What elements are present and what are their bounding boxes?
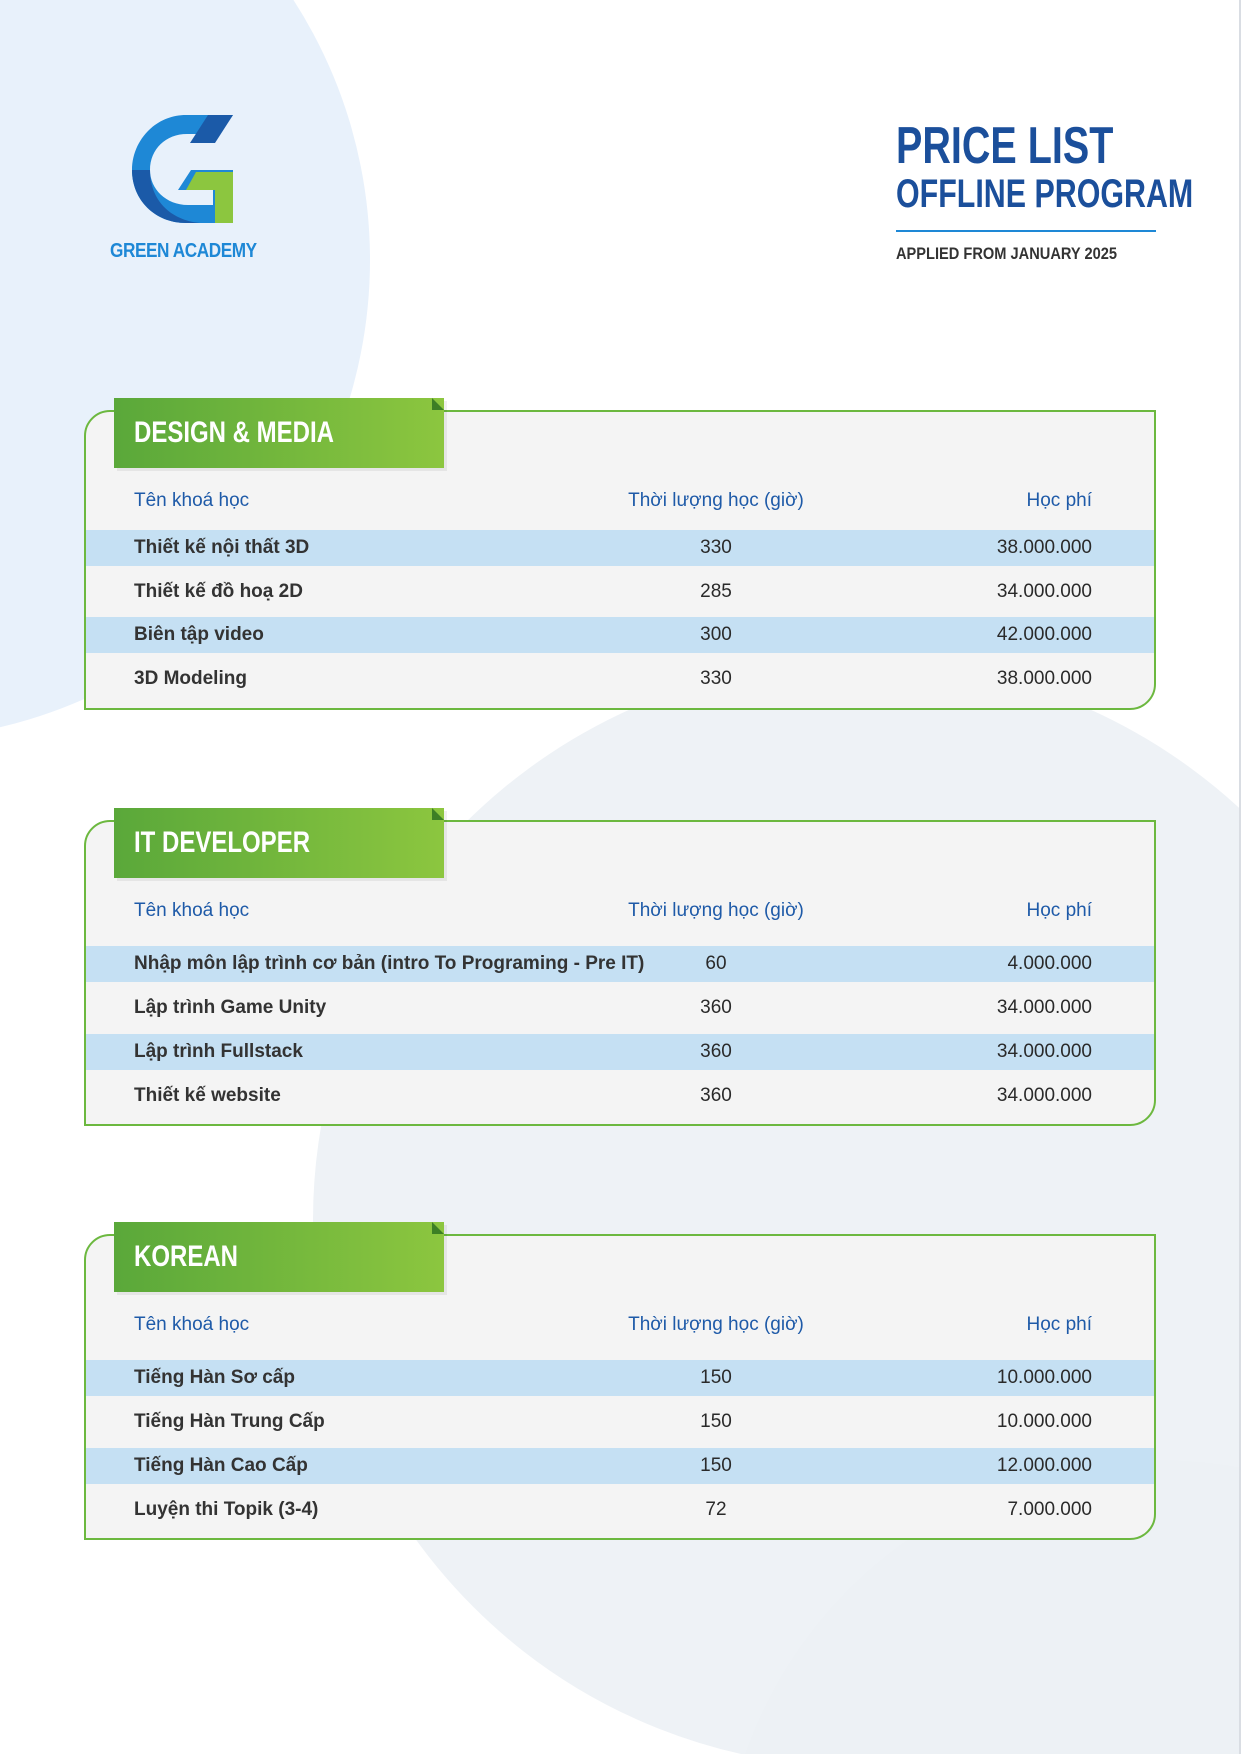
table-row <box>86 661 1154 697</box>
page-title: PRICE LIST <box>896 117 1114 175</box>
course-fee: 34.000.000 <box>996 997 1092 1018</box>
table-row <box>86 1404 1154 1440</box>
course-hours: 150 <box>700 1411 732 1432</box>
course-fee: 12.000.000 <box>996 1455 1092 1476</box>
course-name: Luyện thi Topik (3-4) <box>134 1499 319 1520</box>
table-row <box>86 990 1154 1026</box>
course-hours: 150 <box>700 1455 732 1476</box>
section-korean <box>84 1234 1156 1540</box>
table-header <box>86 900 1154 930</box>
section-design-media <box>84 410 1156 710</box>
col-name-header: Tên khoá học <box>134 1314 250 1335</box>
page-subtitle: OFFLINE PROGRAM <box>896 172 1194 216</box>
section-tab <box>114 808 444 878</box>
course-name: Tiếng Hàn Cao Cấp <box>134 1455 308 1476</box>
course-fee: 7.000.000 <box>1007 1499 1092 1520</box>
course-hours: 300 <box>700 624 732 645</box>
section-title: IT DEVELOPER <box>134 826 311 859</box>
title-divider <box>896 230 1156 232</box>
table-row <box>86 617 1154 653</box>
course-hours: 72 <box>705 1499 727 1520</box>
section-it-developer <box>84 820 1156 1126</box>
course-name: Thiết kế nội thất 3D <box>134 537 310 558</box>
course-hours: 330 <box>700 537 732 558</box>
logo-mark-icon <box>130 110 250 230</box>
col-fee-header: Học phí <box>1026 900 1092 921</box>
section-title: KOREAN <box>134 1240 239 1273</box>
course-hours: 150 <box>700 1367 732 1388</box>
section-tab <box>114 398 444 468</box>
table-row <box>86 1492 1154 1528</box>
col-fee-header: Học phí <box>1026 490 1092 511</box>
section-title: DESIGN & MEDIA <box>134 416 335 449</box>
course-fee: 10.000.000 <box>996 1411 1092 1432</box>
logo <box>110 110 270 270</box>
table-header <box>86 490 1154 520</box>
course-fee: 38.000.000 <box>996 537 1092 558</box>
table-row <box>86 1360 1154 1396</box>
table-header <box>86 1314 1154 1344</box>
title-block <box>896 117 1194 264</box>
col-name-header: Tên khoá học <box>134 490 250 511</box>
col-hours-header: Thời lượng học (giờ) <box>628 1314 804 1335</box>
course-name: Lập trình Fullstack <box>134 1041 303 1062</box>
table-row <box>86 1078 1154 1114</box>
course-name: Biên tập video <box>134 624 264 645</box>
course-fee: 4.000.000 <box>1007 953 1092 974</box>
course-hours: 360 <box>700 1085 732 1106</box>
course-name: Lập trình Game Unity <box>134 997 327 1018</box>
col-hours-header: Thời lượng học (giờ) <box>628 900 804 921</box>
table-row <box>86 574 1154 610</box>
table-row <box>86 946 1154 982</box>
course-name: Thiết kế đồ hoạ 2D <box>134 581 303 602</box>
course-fee: 34.000.000 <box>996 1041 1092 1062</box>
table-row <box>86 530 1154 566</box>
col-name-header: Tên khoá học <box>134 900 250 921</box>
col-hours-header: Thời lượng học (giờ) <box>628 490 804 511</box>
table-row <box>86 1448 1154 1484</box>
course-name: Thiết kế website <box>134 1085 281 1106</box>
table-row <box>86 1034 1154 1070</box>
course-fee: 42.000.000 <box>996 624 1092 645</box>
course-hours: 330 <box>700 668 732 689</box>
course-name: Tiếng Hàn Trung Cấp <box>134 1411 325 1432</box>
course-hours: 360 <box>700 997 732 1018</box>
course-fee: 38.000.000 <box>996 668 1092 689</box>
col-fee-header: Học phí <box>1026 1314 1092 1335</box>
course-hours: 285 <box>700 581 732 602</box>
applied-date: APPLIED FROM JANUARY 2025 <box>896 244 1117 263</box>
course-hours: 60 <box>705 953 727 974</box>
course-fee: 10.000.000 <box>996 1367 1092 1388</box>
section-tab <box>114 1222 444 1292</box>
course-name: Tiếng Hàn Sơ cấp <box>134 1367 295 1388</box>
course-name: 3D Modeling <box>134 668 247 689</box>
course-name: Nhập môn lập trình cơ bản (intro To Programing - Pre IT) <box>134 953 645 974</box>
logo-text: GREEN ACADEMY <box>110 240 257 262</box>
course-hours: 360 <box>700 1041 732 1062</box>
course-fee: 34.000.000 <box>996 1085 1092 1106</box>
course-fee: 34.000.000 <box>996 581 1092 602</box>
